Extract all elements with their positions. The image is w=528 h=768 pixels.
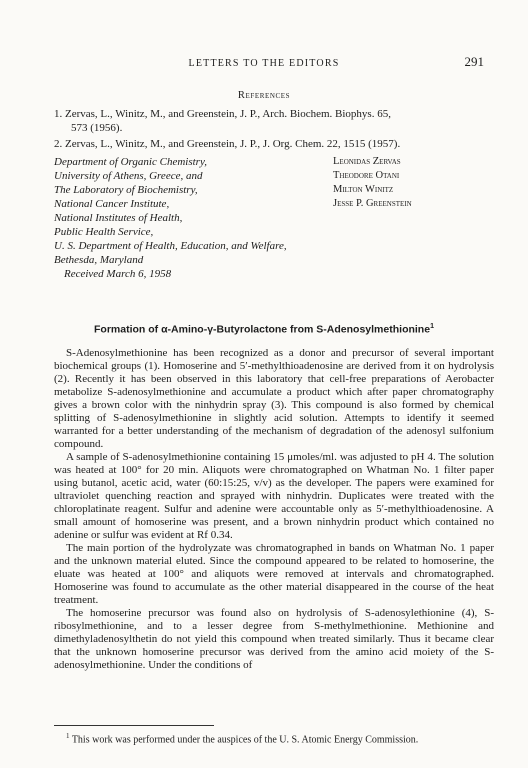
affiliation-line: Department of Organic Chemistry, [54,156,207,168]
article-title [0,323,528,336]
affiliation-line: National Cancer Institute, [54,198,170,210]
article-body [54,347,494,672]
body-paragraph: A sample of S-adenosylmethionine containing 15 μmoles/ml. was adjusted to pH 4. The solution was heated at 100° for 20 min. Aliquots were chromatographed on Whatman No. 1 filter paper using butanol, acetic acid, water (60:15:25, v/v) as the developer. The papers were examined for ultraviolet quenching reaction and sprayed with ninhydrin. Duplicates were treated with the chloroplatinate reagent. Sulfur and adenine were accountable only as 5′-methylthioadenosine. A small amount of homoserine was present, and a brown ninhydrin product which contained no adenine or sulfur was evident at Rf 0.34. [54,451,494,541]
title-footnote-mark: 1 [430,323,434,330]
footnote-mark: 1 [66,732,70,740]
affiliation-line: U. S. Department of Health, Education, and Welfare, [54,240,287,252]
footnote-text: This work was performed under the auspices of the U. S. Atomic Energy Commission. [71,734,419,746]
author-name: Theodore Otani [333,170,400,181]
affiliation-block [54,155,314,267]
body-paragraph: The main portion of the hydrolyzate was chromatographed in bands on Whatman No. 1 paper and the unknown material eluted. Since the compound appeared to be related to homoserine, the eluate was heated at 100° and aliquots were removed at intervals and chromatographed. Homoserine was found to accumulate as the other material disappeared in the course of the heat treatment. [54,542,494,606]
page-number: 291 [464,54,484,69]
affiliation-line: Public Health Service, [54,226,154,238]
affiliation-line: The Laboratory of Biochemistry, [54,184,198,196]
reference-item [54,137,494,151]
affiliation-line: University of Athens, Greece, and [54,170,203,182]
author-name: Jesse P. Greenstein [333,198,412,209]
received-date: Received March 6, 1958 [64,268,172,280]
body-paragraph: S-Adenosylmethionine has been recognized as a donor and precursor of several important biochemical groups (1). Homoserine and 5′-methylthioadenosine are derived from it on hydrolysis (2). Recently it has been observed in this laboratory that cell-free preparations of Aerobacter metabolize S-adenosylmethionine and accumulate a product which after paper chromatography gives a brown color with the ninhydrin spray (3). This compound is also formed by chemical splitting of S-adenosylmethionine in slightly acid solution. Attempts to identify it seemed warranted for a better understanding of the mechanism of degradation of the adenosyl sulfonium compound. [54,347,494,450]
reference-line: 1. Zervas, L., Winitz, M., and Greenstein, J. P., Arch. Biochem. Biophys. 65, [54,108,391,120]
reference-line: 2. Zervas, L., Winitz, M., and Greenstein, J. P., J. Org. Chem. 22, 1515 (1957). [54,138,401,150]
footnote [54,730,494,746]
reference-line: 573 (1956). [71,122,123,134]
body-paragraph: The homoserine precursor was found also on hydrolysis of S-adenosylethionine (4), S-ribosylmethionine, and to a lesser degree from S-methylmethionine. Methionine and dimethyladenosylthetin do not yield this compound when treated similarly. Thus it became clear that the unknown homoserine precursor was derived from the amino acid moiety of the S-adenosylmethionine. Under the conditions of [54,607,494,671]
affiliation-line: National Institutes of Health, [54,212,183,224]
reference-item [54,107,494,135]
author-list [333,155,503,211]
author-name: Milton Winitz [333,184,394,195]
footnote-divider [54,725,214,726]
article-title-text: Formation of α-Amino-γ-Butyrolactone from S-Adenosylmethionine [94,323,431,336]
running-title: LETTERS TO THE EDITORS [188,58,340,69]
references-heading: References [237,90,291,101]
author-name: Leonidas Zervas [333,156,401,167]
affiliation-line: Bethesda, Maryland [54,254,144,266]
